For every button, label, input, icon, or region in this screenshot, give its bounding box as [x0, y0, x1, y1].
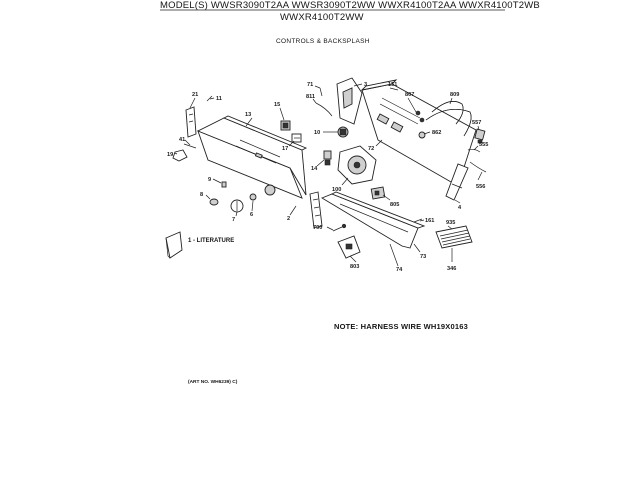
callout-73: 73 — [420, 254, 427, 260]
callout-7: 7 — [232, 217, 236, 223]
callout-790: 790 — [313, 225, 323, 231]
callout-811: 811 — [306, 94, 316, 100]
part-790 — [333, 224, 346, 231]
harness-part-346 — [436, 226, 472, 248]
part-6 — [250, 194, 256, 200]
callout-10: 10 — [314, 130, 321, 136]
callout-74: 74 — [396, 267, 403, 273]
callout-41: 41 — [179, 137, 186, 143]
callout-809: 809 — [450, 92, 460, 98]
harness-note: NOTE: HARNESS WIRE WH19X0163 — [334, 322, 468, 331]
callout-9: 9 — [208, 177, 212, 183]
knob-part-8 — [210, 199, 218, 205]
callout-935: 935 — [446, 220, 456, 226]
callout-13: 13 — [245, 112, 252, 118]
callout-100: 100 — [332, 187, 342, 193]
part-557 — [475, 129, 485, 143]
switch-part-17 — [292, 134, 301, 142]
callout-2: 2 — [287, 216, 291, 222]
part-862 — [419, 132, 425, 138]
knob-part-7 — [231, 200, 243, 212]
callout-161: 161 — [425, 218, 435, 224]
callout-21: 21 — [192, 92, 199, 98]
literature-icon — [166, 232, 182, 258]
callout-805: 805 — [390, 202, 400, 208]
callout-555: 555 — [479, 142, 489, 148]
callout-71: 71 — [307, 82, 314, 88]
callout-19: 19 — [167, 152, 174, 158]
art-number: (ART NO. WH6239) C) — [188, 380, 238, 385]
timer-part-10 — [338, 127, 348, 137]
bracket-part-2 — [310, 192, 322, 228]
end-cap-part-556 — [470, 162, 486, 172]
callout-8: 8 — [200, 192, 204, 198]
callout-14: 14 — [311, 166, 318, 172]
callout-6: 6 — [250, 212, 254, 218]
callout-557: 557 — [472, 120, 482, 126]
part-9 — [222, 182, 226, 187]
callout-556: 556 — [476, 184, 486, 190]
callout-11: 11 — [216, 96, 222, 102]
callout-15: 15 — [274, 102, 281, 108]
callout-72: 72 — [368, 146, 375, 152]
model-list-line-1: MODEL(S) WWSR3090T2AA WWSR3090T2WW WWXR4100T2AA WWXR4100T2WB — [160, 0, 540, 11]
screw-part-71 — [320, 88, 322, 96]
part-811 — [316, 103, 332, 116]
callout-151: 151 — [388, 82, 398, 88]
bracket-part-21 — [186, 107, 196, 137]
switch-part-15 — [281, 121, 290, 130]
part-805 — [371, 187, 385, 199]
callout-3: 3 — [364, 82, 368, 88]
section-title: CONTROLS & BACKSPLASH — [276, 38, 370, 45]
callout-807: 807 — [405, 92, 415, 98]
callout-803: 803 — [350, 264, 360, 270]
callout-17: 17 — [282, 146, 289, 152]
part-14 — [324, 151, 331, 165]
callout-346: 346 — [447, 266, 457, 272]
callout-862: 862 — [432, 130, 442, 136]
knob-part-19 — [173, 150, 187, 161]
front-trim-part-73 — [322, 192, 424, 248]
callout-4: 4 — [458, 205, 462, 211]
part-803 — [338, 236, 360, 258]
literature-label: 1 - LITERATURE — [188, 238, 235, 244]
model-list-line-2: WWXR4100T2WW — [280, 12, 364, 23]
